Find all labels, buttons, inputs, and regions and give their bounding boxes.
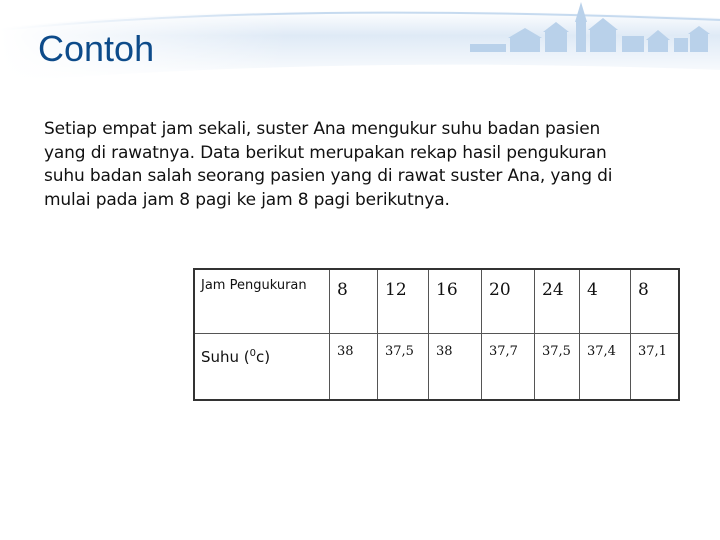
table-cell: 4 [580,269,631,334]
table-cell: 20 [482,269,535,334]
table-cell: 38 [330,334,378,401]
row-label-hours: Jam Pengukuran [194,269,330,334]
table-row-hours [194,269,679,334]
table-cell: 38 [429,334,482,401]
table-row-temperature [194,334,679,401]
table-cell: 16 [429,269,482,334]
table-cell: 37,7 [482,334,535,401]
body-paragraph: Setiap empat jam sekali, suster Ana mengukur suhu badan pasien yang di rawatnya. Data berikut merupakan rekap hasil pengukuran suhu badan salah seorang pasien yang di rawat suster Ana, yang di mulai pada jam 8 pagi ke jam 8 pagi berikutnya. [44,119,613,210]
table-cell: 12 [378,269,429,334]
table-cell: 37,5 [378,334,429,401]
table-cell: 24 [535,269,580,334]
table-cell: 8 [330,269,378,334]
temperature-table [193,268,680,401]
row-label-temperature: Suhu ($^0$c) [194,334,330,401]
table-cell: 37,4 [580,334,631,401]
table-cell: 37,1 [631,334,680,401]
table-cell: 37,5 [535,334,580,401]
slide-title: Contoh [38,28,155,69]
table-cell: 8 [631,269,680,334]
